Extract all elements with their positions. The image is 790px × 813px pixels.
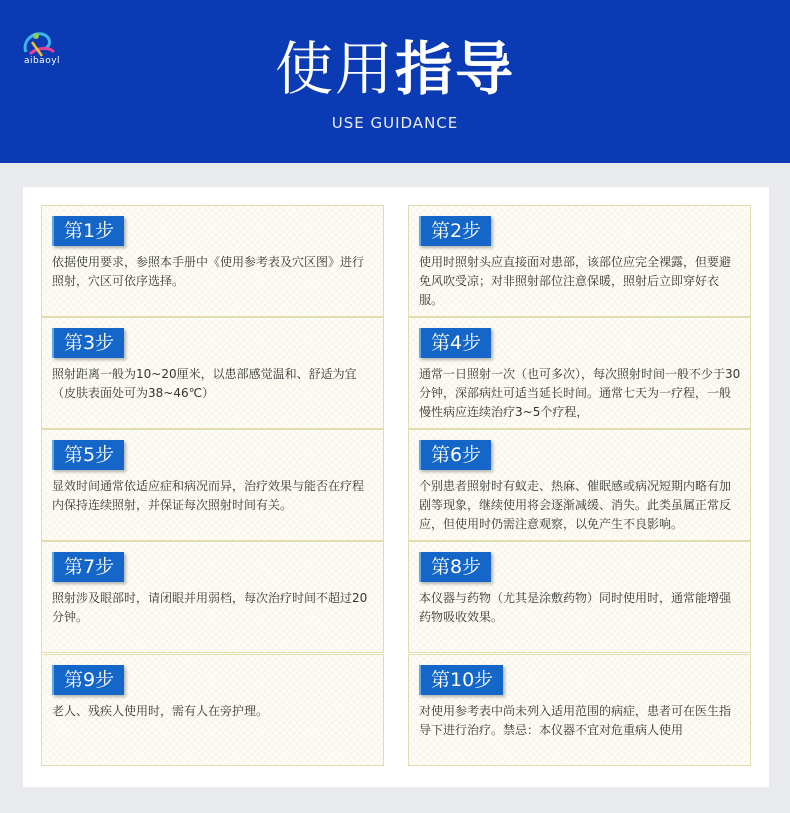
step-text: 本仪器与药物（尤其是涂敷药物）同时使用时，通常能增强药物吸收效果。 [419, 591, 732, 624]
step-badge: 第7步 [52, 552, 124, 582]
title-light: 使用 [274, 35, 395, 103]
step-card-6 [408, 429, 751, 541]
step-badge: 第5步 [52, 440, 124, 470]
step-badge: 第3步 [52, 328, 124, 358]
header-banner [0, 0, 790, 163]
step-text: 老人、残疾人使用时，需有人在旁护理。 [52, 704, 269, 718]
step-badge: 第9步 [52, 665, 124, 695]
step-text: 照射涉及眼部时，请闭眼并用弱档，每次治疗时间不超过20分钟。 [52, 591, 368, 624]
step-badge: 第10步 [419, 665, 503, 695]
step-card-10 [408, 654, 751, 766]
step-card-9 [41, 654, 384, 766]
step-card-8 [408, 541, 751, 653]
page-subtitle: USE GUIDANCE [331, 114, 459, 132]
step-badge: 第1步 [52, 216, 124, 246]
step-text: 显效时间通常依适应症和病况而异，治疗效果与能否在疗程内保持连续照射，并保证每次照射时间有关。 [52, 479, 365, 512]
step-text: 对使用参考表中尚未列入适用范围的病症，患者可在医生指导下进行治疗。禁忌：本仪器不宜对危重病人使用 [419, 704, 732, 737]
step-badge: 第4步 [419, 328, 491, 358]
step-badge: 第6步 [419, 440, 491, 470]
step-text: 使用时照射头应直接面对患部，该部位应完全裸露，但要避免风吹受凉；对非照射部位注意保暖，照射后立即穿好衣服。 [419, 255, 732, 307]
step-card-3 [41, 317, 384, 429]
step-card-7 [41, 541, 384, 653]
step-badge: 第2步 [419, 216, 491, 246]
step-text: 依据使用要求，参照本手册中《使用参考表及穴区图》进行照射，穴区可依序选择。 [52, 255, 365, 288]
page-title [0, 34, 790, 104]
title-bold: 指导 [395, 35, 516, 103]
step-text: 个别患者照射时有蚁走、热麻、催眠感或病况短期内略有加剧等现象，继续使用将会逐渐减缓、消失。此类虽属正常反应，但使用时仍需注意观察，以免产生不良影响。 [419, 479, 732, 531]
step-card-5 [41, 429, 384, 541]
brand-name: aibaoyl [23, 56, 61, 66]
step-text: 通常一日照射一次（也可多次），每次照射时间一般不少于30分钟，深部病灶可适当延长时间。通常七天为一疗程，一般慢性病应连续治疗3~5个疗程， [419, 367, 741, 419]
step-card-4 [408, 317, 751, 429]
steps-panel [23, 187, 769, 787]
step-text: 照射距离一般为10~20厘米，以患部感觉温和、舒适为宜（皮肤表面处可为38~46℃） [52, 367, 357, 400]
step-badge: 第8步 [419, 552, 491, 582]
step-card-2 [408, 205, 751, 317]
step-card-1 [41, 205, 384, 317]
